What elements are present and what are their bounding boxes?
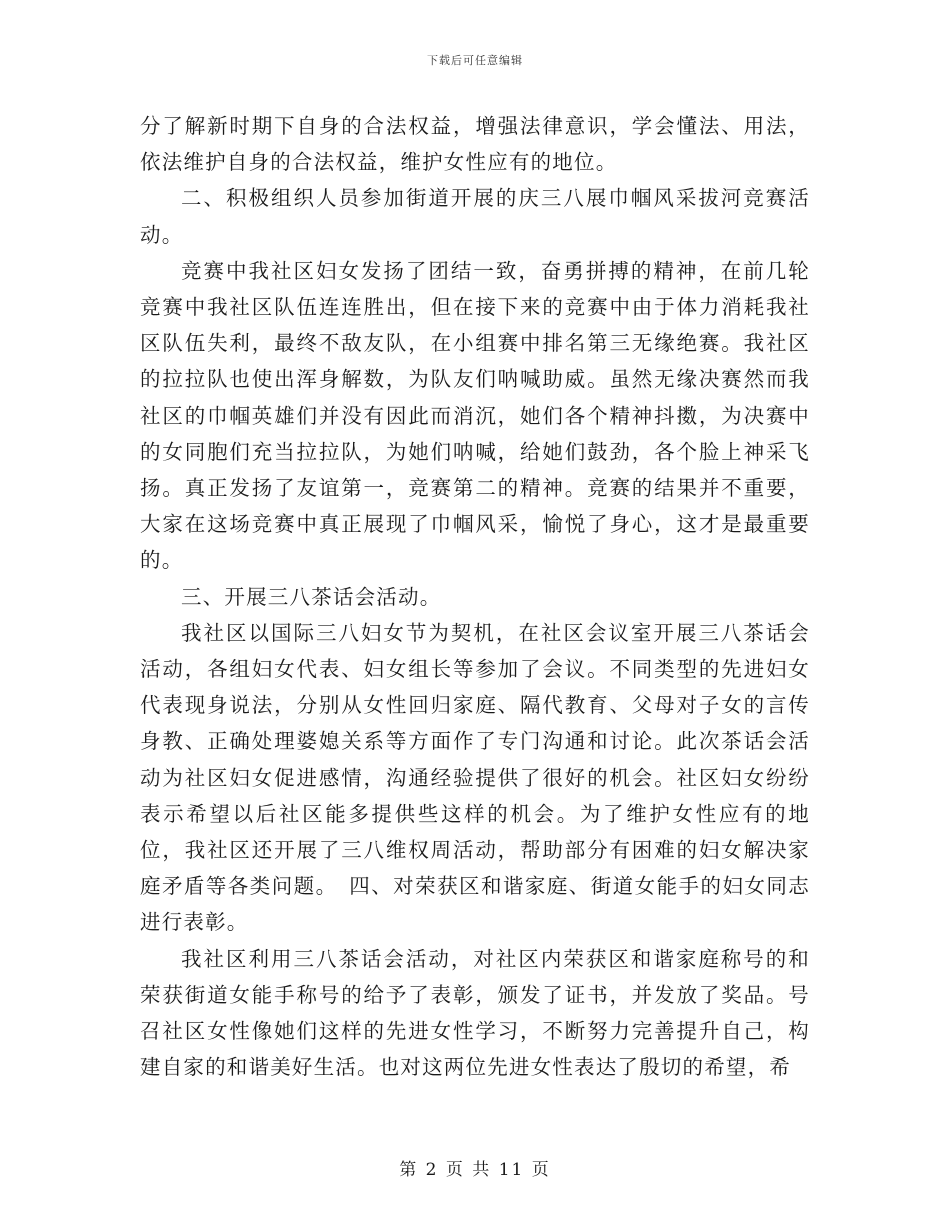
paragraph-4: 三、开展三八茶话会活动。	[181, 584, 442, 609]
paragraph-2: 二、积极组织人员参加街道开展的庆三八展巾帼风采拔河竞赛活动。	[140, 186, 810, 247]
document-body	[140, 108, 810, 1085]
paragraph-6: 我社区利用三八茶话会活动，对社区内荣获区和谐家庭称号的和荣获街道女能手称号的给予了表彰，颁发了证书，并发放了奖品。号召社区女性像她们这样的先进女性学习，不断努力完善提升自己，构建自家的和谐美好生活。也对这两位先进女性表达了殷切的希望，希	[140, 946, 810, 1080]
paragraph-5: 我社区以国际三八妇女节为契机，在社区会议室开展三八茶话会活动，各组妇女代表、妇女组长等参加了会议。不同类型的先进妇女代表现身说法，分别从女性回归家庭、隔代教育、父母对子女的言传身教、正确处理婆媳关系等方面作了专门沟通和讨论。此次茶话会活动为社区妇女促进感情，沟通经验提供了很好的机会。社区妇女纷纷表示希望以后社区能多提供些这样的机会。为了维护女性应有的地位，我社区还开展了三八维权周活动，帮助部分有困难的妇女解决家庭矛盾等各类问题。 四、对荣获区和谐家庭、街道女能手的妇女同志进行表彰。	[140, 620, 810, 935]
paragraph-1: 分了解新时期下自身的合法权益，增强法律意识，学会懂法、用法，依法维护自身的合法权益，维护女性应有的地位。	[140, 114, 810, 175]
page-footer: 第 2 页 共 11 页	[399, 1160, 551, 1180]
paragraph-3: 竞赛中我社区妇女发扬了团结一致，奋勇拼搏的精神，在前几轮竞赛中我社区队伍连连胜出，但在接下来的竞赛中由于体力消耗我社区队伍失利，最终不敌友队，在小组赛中排名第三无缘绝赛。我社区的拉拉队也使出浑身解数，为队友们呐喊助威。虽然无缘决赛然而我社区的巾帼英雄们并没有因此而消沉，她们各个精神抖擞，为决赛中的女同胞们充当拉拉队，为她们呐喊，给她们鼓劲，各个脸上神采飞扬。真正发扬了友谊第一，竞赛第二的精神。竞赛的结果并不重要，大家在这场竞赛中真正展现了巾帼风采，愉悦了身心，这才是最重要的。	[140, 258, 810, 573]
page-header: 下载后可任意编辑	[427, 54, 523, 67]
